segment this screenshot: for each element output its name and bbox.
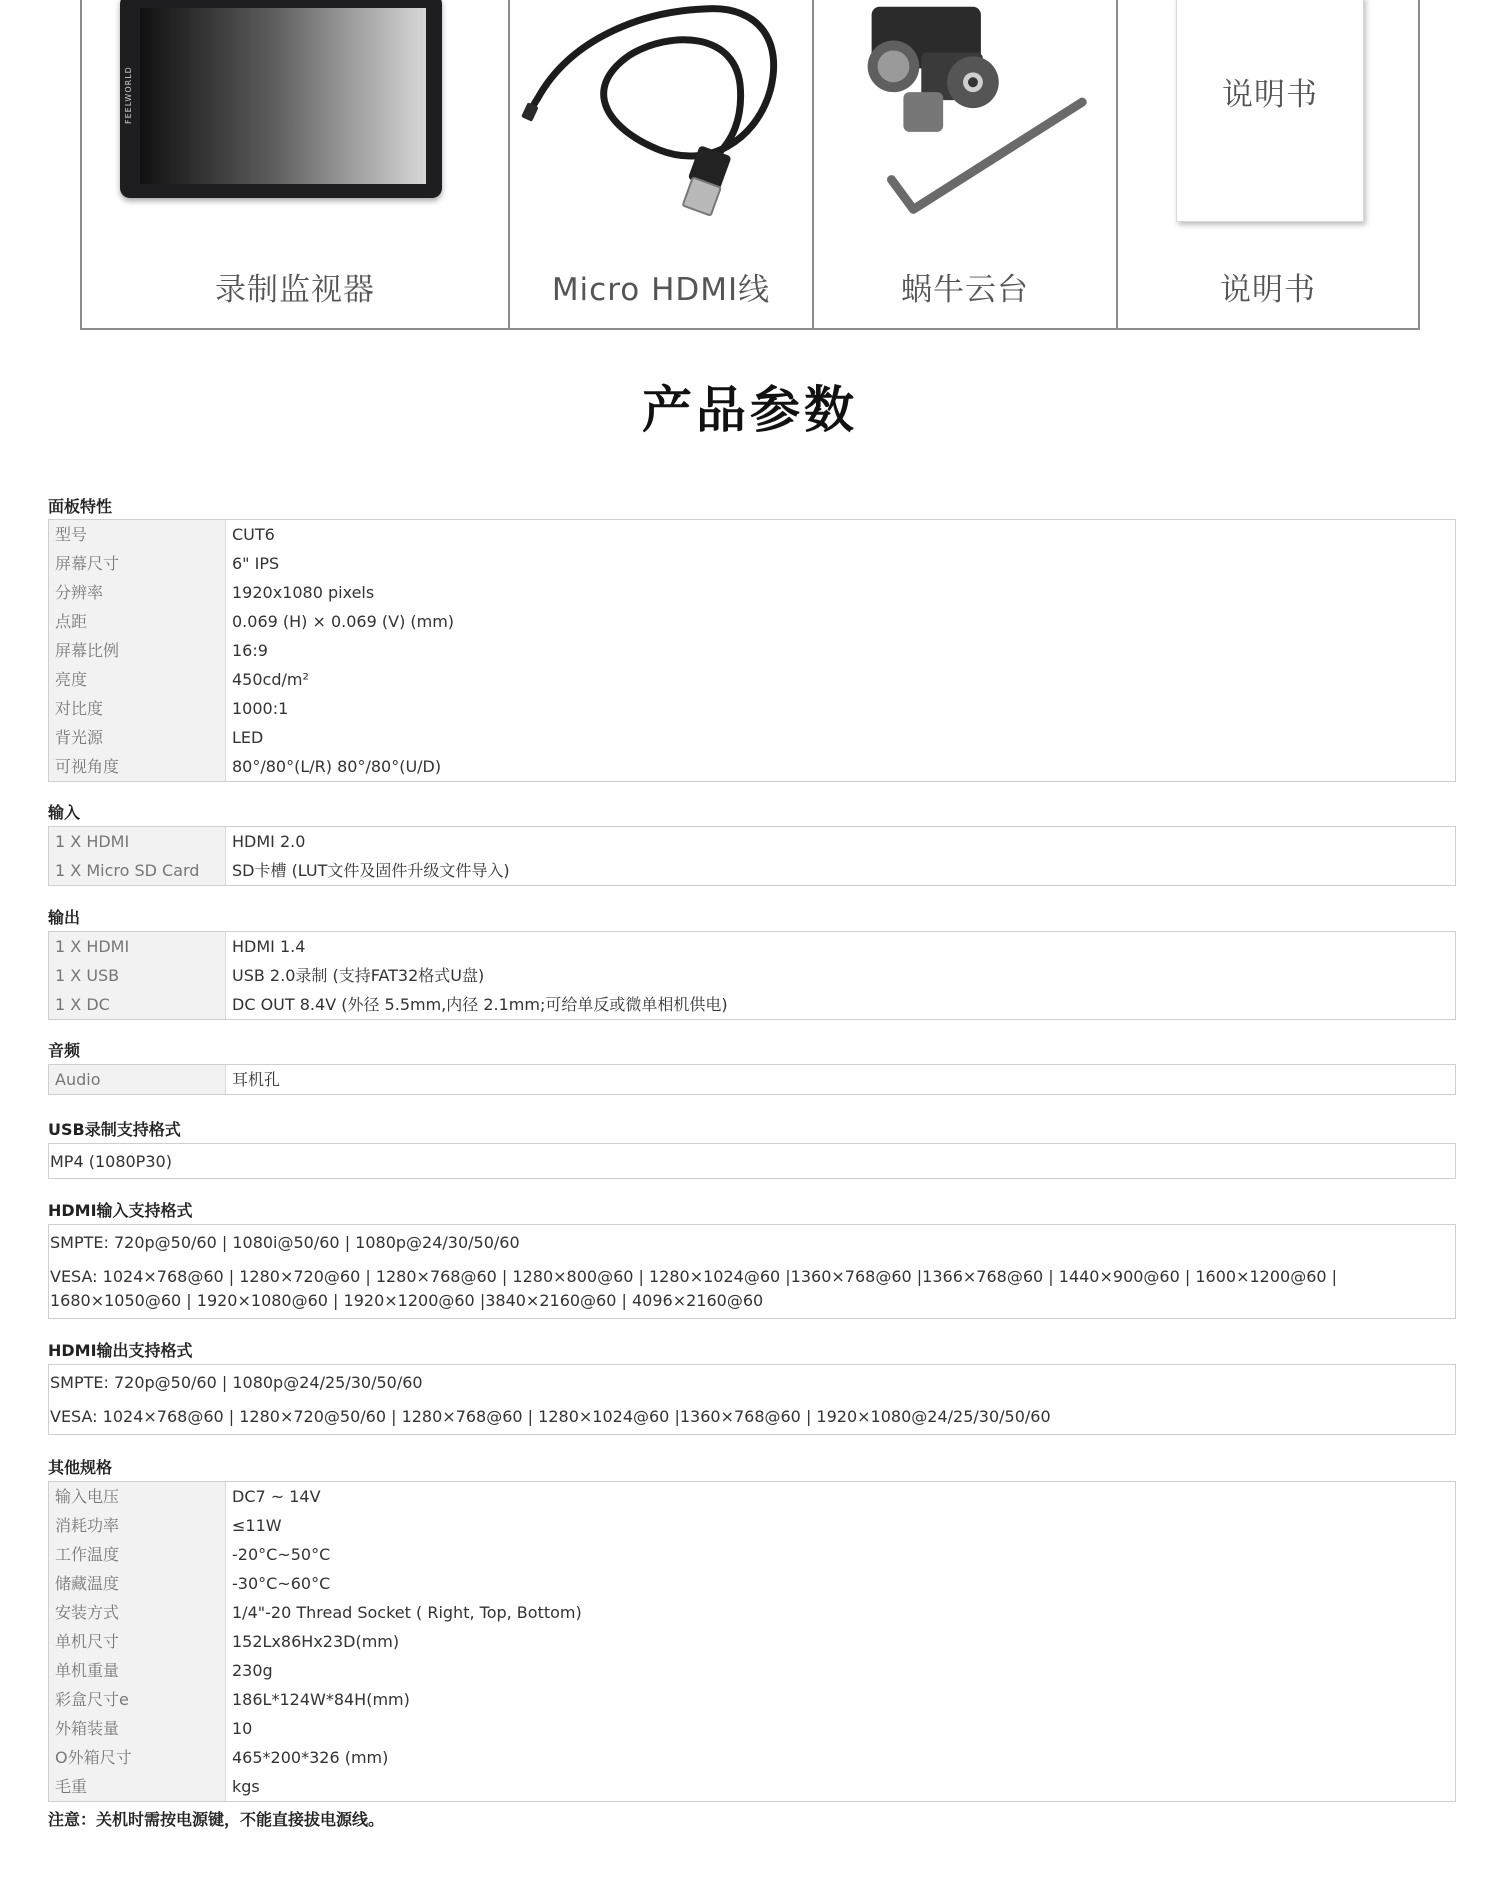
format-line: SMPTE: 720p@50/60 | 1080i@50/60 | 1080p@24/30/50/60 (50, 1233, 520, 1252)
spec-key: 亮度 (49, 665, 226, 694)
spec-value: 1000:1 (232, 699, 289, 718)
spec-key: 点距 (49, 607, 226, 636)
group-heading-input: 输入 (48, 803, 81, 822)
group-heading-output: 输出 (48, 908, 81, 927)
spec-key: 1 X HDMI (49, 932, 226, 961)
group-heading-usb-formats: USB录制支持格式 (48, 1120, 181, 1139)
spec-key: 消耗功率 (49, 1511, 226, 1540)
table-row (49, 665, 1455, 694)
spec-key: 对比度 (49, 694, 226, 723)
spec-key: 屏幕尺寸 (49, 549, 226, 578)
spec-key: 1 X DC (49, 990, 226, 1019)
monitor-image (120, 0, 442, 198)
table-row (49, 549, 1455, 578)
table-row (49, 961, 1455, 990)
spec-value: kgs (232, 1777, 260, 1796)
spec-key: 安装方式 (49, 1598, 226, 1627)
format-line: VESA: 1024×768@60 | 1280×720@60 | 1280×768@60 | 1280×800@60 | 1280×1024@60 |1360×768@60 |1366×768@60 | 1440×900@60 | 1600×1200@60 | 1680×1050@60 | 1920×1080@60 | 1920×1200@60 |3840×2160@60 | 4096×2160@60 (50, 1267, 1338, 1310)
package-item-hdmi-cable (510, 0, 814, 328)
spec-key: Audio (49, 1065, 226, 1094)
table-row (49, 1685, 1455, 1714)
package-item-label: 蜗牛云台 (901, 272, 1029, 308)
format-line: SMPTE: 720p@50/60 | 1080p@24/25/30/50/60 (50, 1373, 423, 1392)
spec-value: 186L*124W*84H(mm) (232, 1690, 410, 1709)
table-row (49, 856, 1455, 885)
format-line: VESA: 1024×768@60 | 1280×720@50/60 | 1280×768@60 | 1280×1024@60 |1360×768@60 | 1920×1080@24/25/30/50/60 (50, 1407, 1051, 1426)
input-spec-table (48, 826, 1456, 886)
spec-key: 单机重量 (49, 1656, 226, 1685)
spec-value: HDMI 2.0 (232, 832, 306, 851)
spec-key: 单机尺寸 (49, 1627, 226, 1656)
table-row (49, 1482, 1455, 1511)
table-row (49, 636, 1455, 665)
spec-key: 1 X HDMI (49, 827, 226, 856)
other-spec-table (48, 1481, 1456, 1802)
spec-value: 16:9 (232, 641, 268, 660)
spec-value: LED (232, 728, 264, 747)
table-row (49, 607, 1455, 636)
package-item-label: Micro HDMI线 (551, 272, 771, 308)
panel-spec-table (48, 519, 1456, 782)
group-heading-other: 其他规格 (48, 1458, 113, 1477)
table-row (49, 723, 1455, 752)
spec-key: 输入电压 (49, 1482, 226, 1511)
spec-key: 1 X Micro SD Card (49, 856, 226, 885)
spec-value: 230g (232, 1661, 273, 1680)
table-row (49, 1540, 1455, 1569)
spec-value: 152Lx86Hx23D(mm) (232, 1632, 400, 1651)
package-item-label: 录制监视器 (215, 272, 375, 308)
spec-value: 10 (232, 1719, 253, 1738)
hdmi-in-formats-box (48, 1224, 1456, 1319)
format-line: MP4 (1080P30) (50, 1152, 172, 1171)
group-heading-panel: 面板特性 (48, 497, 113, 516)
page-title: 产品参数 (642, 381, 858, 439)
table-row (49, 520, 1455, 549)
table-row (49, 752, 1455, 781)
table-row (49, 1627, 1455, 1656)
spec-value: -30°C~60°C (232, 1574, 331, 1593)
package-item-manual (1118, 0, 1418, 328)
table-row (49, 1065, 1455, 1094)
group-heading-audio: 音频 (48, 1041, 81, 1060)
spec-value: DC OUT 8.4V (外径 5.5mm,内径 2.1mm;可给单反或微单相机供电) (232, 995, 728, 1014)
spec-value: 80°/80°(L/R) 80°/80°(U/D) (232, 757, 442, 776)
hdmi-out-formats-box (48, 1364, 1456, 1435)
group-heading-hdmi-out-formats: HDMI输出支持格式 (48, 1341, 193, 1360)
spec-value: DC7 ~ 14V (232, 1487, 321, 1506)
spec-value: 450cd/m² (232, 670, 309, 689)
spec-value: CUT6 (232, 525, 275, 544)
table-row (49, 932, 1455, 961)
table-row (49, 578, 1455, 607)
spec-value: ≤11W (232, 1516, 282, 1535)
spec-key: 外箱装量 (49, 1714, 226, 1743)
spec-value: SD卡槽 (LUT文件及固件升级文件导入) (232, 861, 510, 880)
spec-value: 465*200*326 (mm) (232, 1748, 389, 1767)
spec-value: 0.069 (H) × 0.069 (V) (mm) (232, 612, 455, 631)
table-row (49, 1743, 1455, 1772)
spec-value: HDMI 1.4 (232, 937, 306, 956)
package-item-label: 说明书 (1220, 272, 1316, 308)
power-notice: 注意：关机时需按电源键，不能直接拔电源线。 (48, 1810, 385, 1829)
package-item-mount (814, 0, 1118, 328)
spec-key: O外箱尺寸 (49, 1743, 226, 1772)
spec-key: 型号 (49, 520, 226, 549)
table-row (49, 1598, 1455, 1627)
manual-cover-text: 说明书 (1222, 77, 1318, 113)
audio-spec-table (48, 1064, 1456, 1095)
manual-image (1176, 0, 1364, 222)
table-row (49, 827, 1455, 856)
spec-value: 1920x1080 pixels (232, 583, 375, 602)
table-row (49, 1714, 1455, 1743)
spec-value: -20°C~50°C (232, 1545, 331, 1564)
spec-key: 工作温度 (49, 1540, 226, 1569)
table-row (49, 1511, 1455, 1540)
spec-key: 背光源 (49, 723, 226, 752)
package-item-monitor (82, 0, 510, 328)
spec-key: 储藏温度 (49, 1569, 226, 1598)
spec-value: 6" IPS (232, 554, 280, 573)
spec-key: 屏幕比例 (49, 636, 226, 665)
mount-image (814, 0, 1116, 240)
output-spec-table (48, 931, 1456, 1020)
table-row (49, 1656, 1455, 1685)
group-heading-hdmi-in-formats: HDMI输入支持格式 (48, 1201, 193, 1220)
spec-key: 可视角度 (49, 752, 226, 781)
spec-key: 1 X USB (49, 961, 226, 990)
table-row (49, 694, 1455, 723)
spec-value: 耳机孔 (232, 1070, 281, 1089)
spec-key: 分辨率 (49, 578, 226, 607)
package-contents (80, 0, 1420, 330)
spec-key: 毛重 (49, 1772, 226, 1801)
table-row (49, 1772, 1455, 1801)
spec-value: 1/4"-20 Thread Socket ( Right, Top, Bottom) (232, 1603, 582, 1622)
table-row (49, 1569, 1455, 1598)
monitor-brand-text: FEELWORLD (124, 66, 133, 124)
hdmi-cable-image (510, 0, 812, 240)
spec-key: 彩盒尺寸e (49, 1685, 226, 1714)
table-row (49, 990, 1455, 1019)
spec-value: USB 2.0录制 (支持FAT32格式U盘) (232, 966, 485, 985)
usb-formats-box (48, 1143, 1456, 1179)
